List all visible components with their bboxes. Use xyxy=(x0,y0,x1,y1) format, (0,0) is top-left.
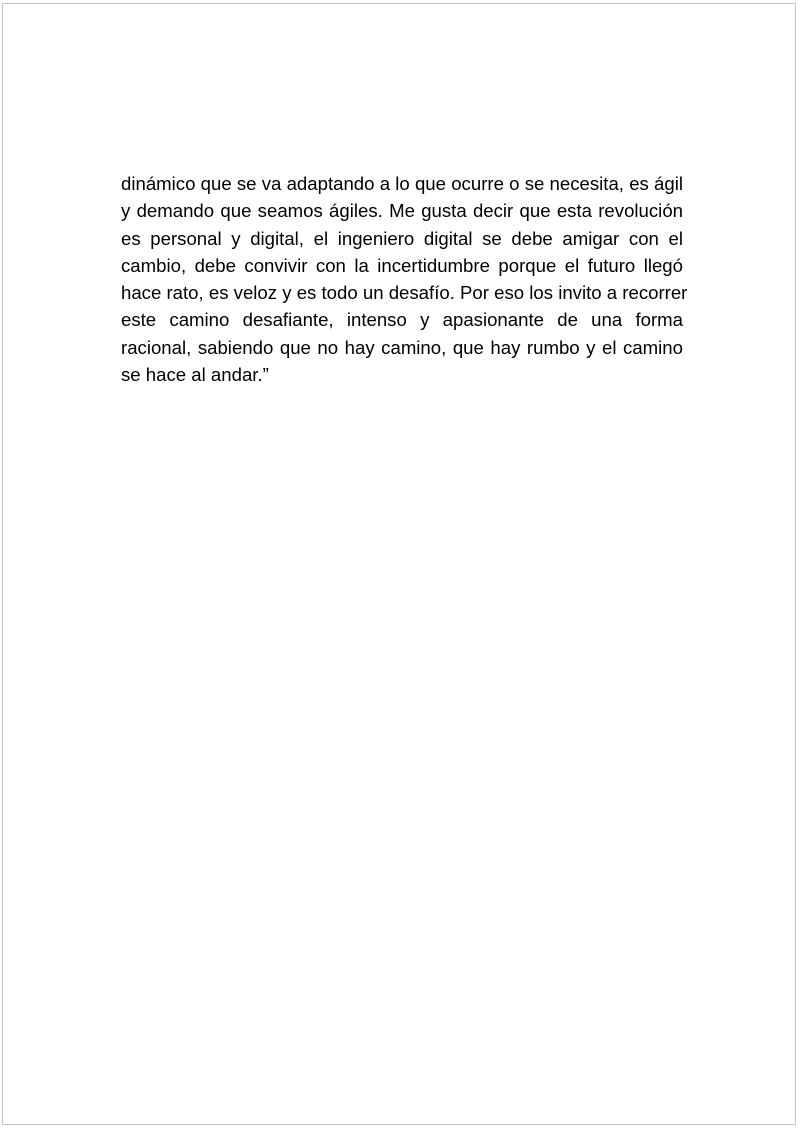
paragraph-line: racional, sabiendo que no hay camino, que hay rumbo y el camino xyxy=(121,336,683,358)
paragraph-line: hace rato, es veloz y es todo un desafío. Por eso los invito a recorrer xyxy=(121,282,688,304)
paragraph-line: este camino desafiante, intenso y apasionante de una forma xyxy=(121,309,683,331)
document-page xyxy=(2,3,796,1125)
paragraph-line: cambio, debe convivir con la incertidumbre porque el futuro llegó xyxy=(121,254,683,276)
paragraph-line: es personal y digital, el ingeniero digital se debe amigar con el xyxy=(121,227,683,249)
paragraph-line: se hace al andar.” xyxy=(121,364,269,386)
body-paragraph xyxy=(121,170,688,388)
paragraph-line: dinámico que se va adaptando a lo que ocurre o se necesita, es ágil xyxy=(121,173,683,194)
paragraph-line: y demando que seamos ágiles. Me gusta decir que esta revolución xyxy=(121,200,683,222)
